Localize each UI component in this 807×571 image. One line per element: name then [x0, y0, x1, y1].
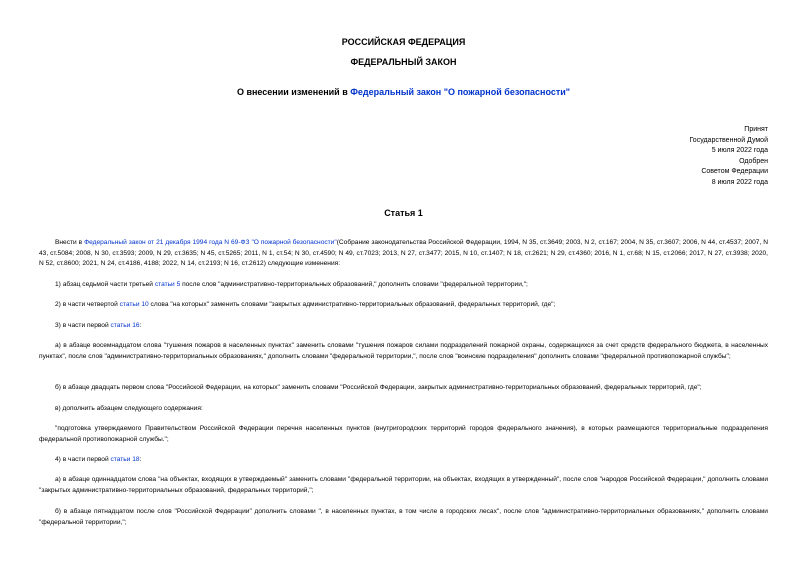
adoption-block: [689, 125, 768, 188]
item-2: [39, 300, 768, 311]
article-16-link[interactable]: статьи 16: [110, 322, 140, 329]
law-title: [0, 87, 807, 98]
adoption-line: Государственной Думой: [689, 136, 768, 144]
article-intro: [39, 238, 768, 270]
adoption-line: Советом Федерации: [701, 168, 768, 175]
article-5-link[interactable]: статьи 5: [154, 281, 181, 288]
item-3c: в) дополнить абзацем следующего содержания:: [55, 405, 203, 412]
item-1: [39, 280, 768, 291]
item-text: :: [139, 322, 142, 329]
item-text: :: [139, 456, 142, 463]
adoption-line: 5 июля 2022 года: [711, 147, 768, 154]
item-4b: б) в абзаце пятнадцатом после слов "Российской Федерации" дополнить словами ", в населенных пунктах, в том числе в городских лесах", после слов "административно-территориальных образованиях," дополнить словами "федеральной территории,";: [39, 508, 768, 526]
item-text: 4) в части первой: [55, 456, 111, 463]
law-type-heading: ФЕДЕРАЛЬНЫЙ ЗАКОН: [350, 57, 457, 67]
item-3: [39, 321, 768, 332]
country-heading: РОССИЙСКАЯ ФЕДЕРАЦИЯ: [341, 37, 466, 47]
item-text: 3) в части первой: [55, 322, 111, 329]
law-title-prefix: О внесении изменений в: [236, 87, 351, 97]
adoption-line: 8 июля 2022 года: [711, 178, 768, 186]
article-10-link[interactable]: статьи 10: [119, 301, 149, 308]
item-3b: б) в абзаце двадцать первом слова "Российской Федерации, на которых" заменить словами "Российской Федерации, закрытых административно-территориальных образований, федеральных территорий, где";: [55, 384, 702, 391]
item-4: [39, 455, 768, 466]
item-text: 1) абзац седьмой части третьей: [55, 281, 155, 288]
law-title-link[interactable]: Федеральный закон "О пожарной безопасности": [350, 87, 571, 97]
adoption-line: Принят: [744, 126, 768, 133]
item-4a: а) в абзаце одиннадцатом слова "на объектах, входящих в утверждаемый" заменить словами "федеральной территории, на объектах, входящих в утвержденный", после слов "народов Российской Федерации," дополнить словами "закрытых административно-территориальных образований, федеральных территорий,";: [39, 476, 768, 494]
intro-text: Внести в: [55, 239, 85, 246]
item-3c-quote: "подготовка утверждаемого Правительством Российской Федерации перечня населенных пунктов (внутригородских территорий городов федерального значения), в которых размещаются территориальные подразделения федеральной противопожарной службы.";: [39, 425, 768, 443]
article-heading: Статья 1: [384, 208, 423, 218]
item-text: после слов "административно-территориальных образований," дополнить словами "федеральной территории,";: [180, 281, 528, 288]
adoption-line: Одобрен: [739, 157, 768, 165]
item-text: слова "на которых" заменить словами "закрытых административно-территориальных образований, федеральных территорий, где";: [148, 301, 556, 308]
intro-rest-text: (Собрание законодательства Российской Федерации, 1994, N 35, ст.3649; 2003, N 2, ст.167; 2004, N 35, ст.3607; 2006, N 44, ст.4537; 2007, N 43, ст.5084; 2008, N 30, ст.3593; 2009, N 29, ст.3635; N 45, ст.5265; 2011, N 1, ст.54; N 30, ст.4590; N 49, ст.7023; 2013, N 27, ст.3477; 2015, N 10, ст.1407; N 18, ст.2621; N 29, ст.4360; 2016, N 1, ст.68; N 15, ст.2066; 2017, N 27, ст.3938; 2020, N 52, ст.8600; 2021, N 24, ст.4186, 4188; 2022, N 14, ст.2193; N 16, ст.2612) следующие изменения:: [39, 239, 769, 268]
intro-law-link[interactable]: Федеральный закон от 21 декабря 1994 года N 69-ФЗ "О пожарной безопасности": [84, 239, 337, 246]
item-text: 2) в части четвертой: [55, 301, 120, 308]
item-3a: а) в абзаце восемнадцатом слова "тушения пожаров в населенных пунктах" заменить словами "тушения пожаров силами подразделений пожарной охраны, содержащихся за счет средств федерального бюджета, в населенных пунктах", после слов "административно-территориальных образованиях," дополнить словами "федеральной территории,", после слов "воинские подразделения" дополнить словами "федеральной противопожарной службы";: [39, 342, 768, 360]
article-18-link[interactable]: статьи 18: [110, 456, 140, 463]
